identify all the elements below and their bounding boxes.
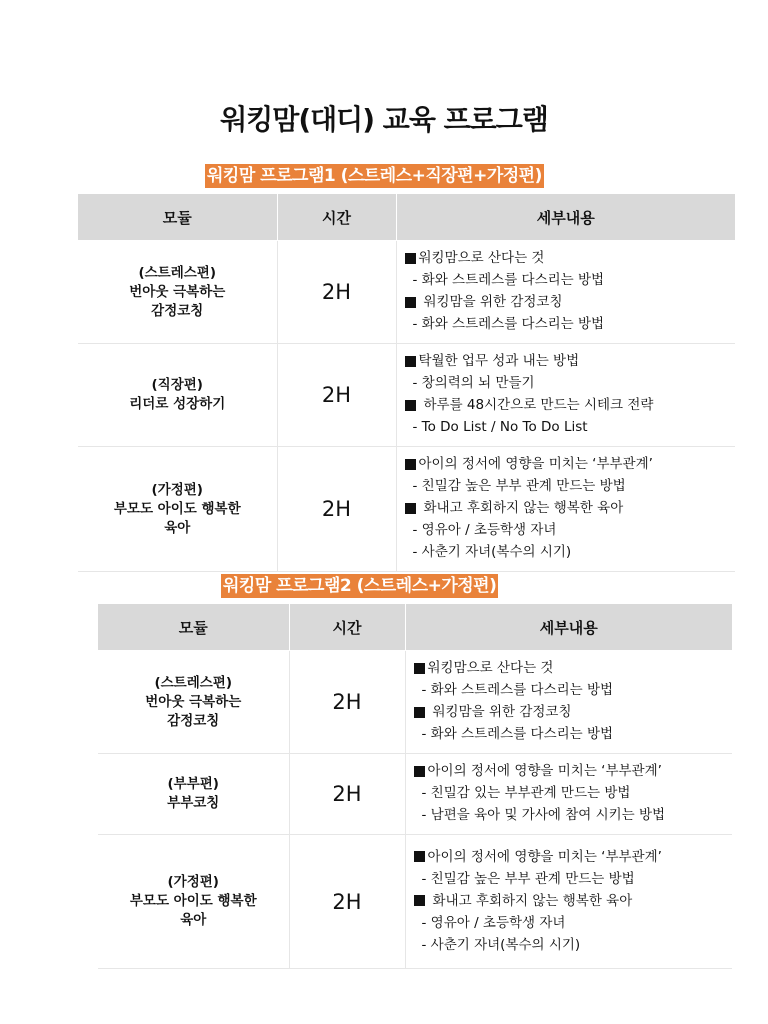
bullet-text: 탁월한 업무 성과 내는 방법 [418,353,580,369]
bullet-item [405,497,736,519]
square-bullet-icon [405,297,416,308]
square-bullet-icon [414,663,425,674]
module-name-line: 부부코칭 [167,795,220,811]
bullet-text: 워킹맘을 위한 감정코칭 [423,294,563,310]
page-title: 워킹맘(대디) 교육 프로그램 [220,103,548,136]
sub-item-text: - 남편을 육아 및 가사에 참여 시키는 방법 [421,807,666,823]
module-name-line: 부모도 아이도 행복한 [129,893,257,909]
sub-item-text: - 화와 스트레스를 다스리는 방법 [412,316,605,332]
sub-item-text: - 화와 스트레스를 다스리는 방법 [412,272,605,288]
duration-cell: 2H [277,241,396,344]
module-cell [98,754,289,835]
table-row [78,447,735,572]
sub-item-text: - 친밀감 높은 부부 관계 만드는 방법 [421,870,635,887]
header-details: 세부내용 [405,604,732,651]
module-name-line: 번아웃 극복하는 [145,693,242,710]
details-cell [405,651,732,754]
module-name-line: 감정코칭 [167,712,220,729]
bullet-item [414,657,733,679]
sub-item-text: - 화와 스트레스를 다스리는 방법 [421,682,614,698]
header-module: 모듈 [98,604,289,651]
duration-cell: 2H [277,447,396,572]
bullet-item [414,760,733,782]
module-name-line: 부모도 아이도 행복한 [113,500,241,517]
duration-cell: 2H [277,344,396,447]
square-bullet-icon [405,459,416,470]
sub-item-text: - 친밀감 있는 부부관계 만드는 방법 [421,785,631,801]
square-bullet-icon [414,707,425,718]
module-name-line: 번아웃 극복하는 [129,283,226,300]
bullet-item [405,453,736,475]
module-cell [78,344,277,447]
module-name-line: (직장편) [151,377,203,393]
table-header-row [98,604,732,651]
details-cell [405,835,732,969]
module-name-line: (가정편) [151,481,203,498]
bullet-item [414,890,733,912]
sub-item-text: - 사춘기 자녀(복수의 시기) [421,936,581,953]
square-bullet-icon [414,895,425,906]
table-row [78,241,735,344]
table-row [98,651,732,754]
bullet-text: 화내고 후회하지 않는 행복한 육아 [432,892,633,909]
square-bullet-icon [405,356,416,367]
bullet-item [405,291,736,313]
module-name-line: 감정코칭 [151,302,204,319]
bullet-text: 하루를 48시간으로 만드는 시테크 전략 [423,397,654,413]
details-cell [405,754,732,835]
square-bullet-icon [414,851,425,862]
square-bullet-icon [405,400,416,411]
bullet-item [405,247,736,269]
table-row [78,344,735,447]
module-name-line: (스트레스편) [138,264,217,281]
bullet-text: 아이의 정서에 영향을 미치는 ‘부부관계’ [427,848,662,865]
header-module: 모듈 [78,194,277,241]
program-1-label: 워킹맘 프로그램1 (스트레스+직장편+가정편) [207,166,542,186]
module-cell [98,651,289,754]
details-cell [396,241,735,344]
sub-item-text: - 영유아 / 초등학생 자녀 [421,914,566,931]
bullet-text: 아이의 정서에 영향을 미치는 ‘부부관계’ [427,763,662,779]
sub-item-text: - 창의력의 뇌 만들기 [412,375,535,391]
square-bullet-icon [405,503,416,514]
details-cell [396,344,735,447]
module-name-line: (스트레스편) [154,674,233,691]
sub-item-text: - 친밀감 높은 부부 관계 만드는 방법 [412,478,626,494]
program-2-label: 워킹맘 프로그램2 (스트레스+가정편) [223,576,497,596]
module-name-line: 리더로 성장하기 [129,396,226,412]
sub-item-text: - 영유아 / 초등학생 자녀 [412,522,557,538]
module-name-line: 육아 [180,912,207,928]
module-name-line: (가정편) [167,874,219,890]
duration-cell: 2H [289,754,405,835]
header-details: 세부내용 [396,194,735,241]
bullet-text: 워킹맘을 위한 감정코칭 [432,704,572,720]
module-cell [78,241,277,344]
bullet-item [414,701,733,723]
bullet-text: 화내고 후회하지 않는 행복한 육아 [423,500,624,516]
bullet-item [405,350,736,372]
program-2-table [98,604,732,969]
duration-cell: 2H [289,835,405,969]
header-time: 시간 [277,194,396,241]
header-time: 시간 [289,604,405,651]
table-row [98,754,732,835]
program-1-table [78,194,735,572]
duration-cell: 2H [289,651,405,754]
sub-item-text: - To Do List / No To Do List [412,419,588,435]
square-bullet-icon [414,766,425,777]
module-name-line: (부부편) [167,776,219,792]
square-bullet-icon [405,253,416,264]
module-cell [78,447,277,572]
bullet-text: 아이의 정서에 영향을 미치는 ‘부부관계’ [418,456,653,472]
details-cell [396,447,735,572]
table-header-row [78,194,735,241]
module-name-line: 육아 [164,519,191,536]
bullet-item [414,846,733,868]
table-row [98,835,732,969]
bullet-item [405,394,736,416]
bullet-text: 워킹맘으로 산다는 것 [418,250,545,266]
sub-item-text: - 사춘기 자녀(복수의 시기) [412,544,572,560]
bullet-text: 워킹맘으로 산다는 것 [427,660,554,676]
sub-item-text: - 화와 스트레스를 다스리는 방법 [421,726,614,742]
module-cell [98,835,289,969]
